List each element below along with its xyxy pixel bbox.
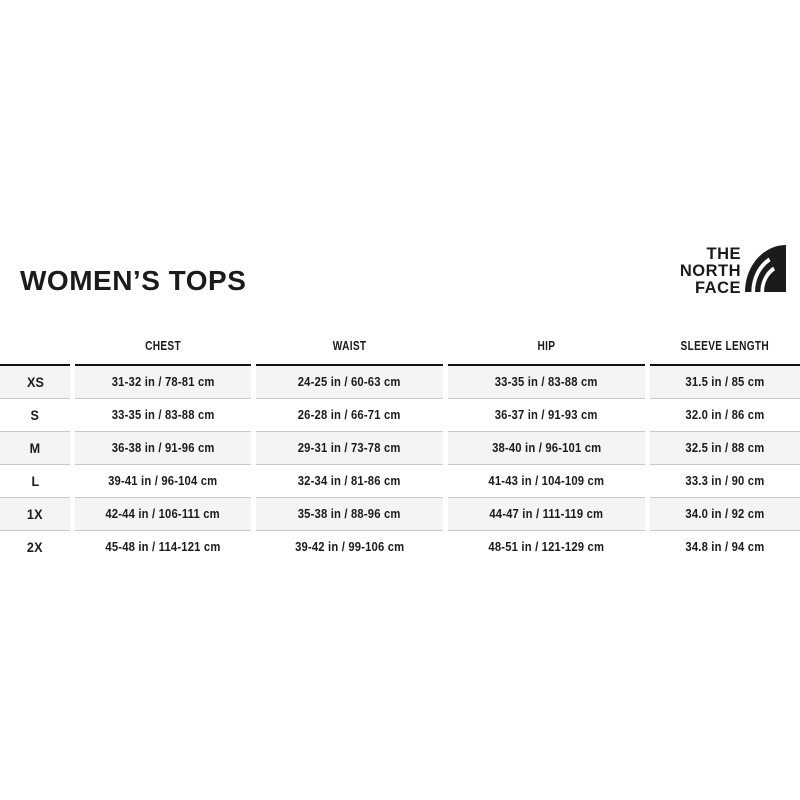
header-row — [0, 338, 800, 366]
hip-value: 41-43 in / 104-109 cm — [488, 474, 605, 488]
chest-value: 39-41 in / 96-104 cm — [108, 474, 218, 488]
chest-value-cell — [75, 399, 251, 432]
sleeve-value: 34.8 in / 94 cm — [685, 540, 765, 554]
chest-value-cell — [75, 366, 251, 399]
page-title: WOMEN’S TOPS — [20, 265, 247, 296]
chest-value: 33-35 in / 83-88 cm — [111, 408, 215, 422]
waist-value: 26-28 in / 66-71 cm — [297, 408, 401, 422]
size-label: 1X — [27, 506, 43, 522]
chest-value: 42-44 in / 106-111 cm — [105, 507, 221, 521]
table-row — [0, 498, 800, 531]
chest-value: 45-48 in / 114-121 cm — [105, 540, 221, 554]
size-label: XS — [26, 374, 44, 390]
hip-value-cell — [448, 465, 645, 498]
size-label-cell — [0, 432, 70, 465]
sleeve-value: 33.3 in / 90 cm — [685, 474, 765, 488]
waist-value-cell — [256, 399, 443, 432]
size-label-cell — [0, 366, 70, 399]
column-header-sleeve-length — [650, 338, 800, 366]
hip-value: 38-40 in / 96-101 cm — [491, 441, 602, 455]
table-row — [0, 399, 800, 432]
hip-value: 33-35 in / 83-88 cm — [495, 375, 598, 389]
table-row — [0, 432, 800, 465]
hip-value-cell — [448, 366, 645, 399]
logo-line-north: NORTH — [679, 262, 741, 280]
column-header-label: WAIST — [332, 338, 367, 353]
chest-value-cell — [75, 498, 251, 531]
sleeve-value-cell — [650, 366, 800, 399]
waist-value: 24-25 in / 60-63 cm — [297, 375, 401, 389]
hip-value-cell — [448, 531, 645, 563]
half-dome-icon — [745, 245, 786, 292]
logo-line-the: THE — [706, 245, 741, 263]
hip-value: 48-51 in / 121-129 cm — [488, 540, 605, 554]
chest-value: 31-32 in / 78-81 cm — [111, 375, 215, 389]
size-label: S — [30, 407, 40, 423]
sleeve-value-cell — [650, 432, 800, 465]
sleeve-value: 32.5 in / 88 cm — [685, 441, 765, 455]
page-header — [0, 0, 800, 297]
column-header-size — [0, 338, 70, 366]
sleeve-value-cell — [650, 399, 800, 432]
table-row — [0, 465, 800, 498]
waist-value: 29-31 in / 73-78 cm — [297, 441, 401, 455]
waist-value: 35-38 in / 88-96 cm — [297, 507, 401, 521]
table-row — [0, 531, 800, 563]
size-chart-body — [0, 366, 800, 563]
size-label-cell — [0, 465, 70, 498]
sleeve-value-cell — [650, 465, 800, 498]
waist-value-cell — [256, 531, 443, 563]
size-label: M — [29, 440, 41, 456]
column-header-label: CHEST — [144, 338, 181, 353]
sleeve-value-cell — [650, 531, 800, 563]
size-label-cell — [0, 498, 70, 531]
waist-value-cell — [256, 465, 443, 498]
logo-line-face: FACE — [694, 279, 741, 297]
hip-value-cell — [448, 399, 645, 432]
hip-value-cell — [448, 498, 645, 531]
waist-value: 39-42 in / 99-106 cm — [294, 540, 404, 554]
logo-wordmark — [680, 246, 741, 297]
waist-value-cell — [256, 432, 443, 465]
size-label: L — [31, 473, 40, 489]
sleeve-value: 34.0 in / 92 cm — [685, 507, 765, 521]
chest-value: 36-38 in / 91-96 cm — [111, 441, 215, 455]
chest-value-cell — [75, 465, 251, 498]
sleeve-value: 32.0 in / 86 cm — [685, 408, 765, 422]
hip-value: 44-47 in / 111-119 cm — [489, 507, 604, 521]
column-header-chest — [75, 338, 251, 366]
waist-value: 32-34 in / 81-86 cm — [297, 474, 401, 488]
waist-value-cell — [256, 366, 443, 399]
chest-value-cell — [75, 432, 251, 465]
column-header-label: HIP — [537, 338, 556, 353]
size-label-cell — [0, 399, 70, 432]
column-header-hip — [448, 338, 645, 366]
sleeve-value-cell — [650, 498, 800, 531]
table-row — [0, 366, 800, 399]
size-label: 2X — [27, 539, 43, 555]
column-header-label: SLEEVE LENGTH — [680, 338, 770, 353]
brand-logo — [680, 245, 786, 297]
hip-value: 36-37 in / 91-93 cm — [495, 408, 598, 422]
chest-value-cell — [75, 531, 251, 563]
waist-value-cell — [256, 498, 443, 531]
size-label-cell — [0, 531, 70, 563]
size-chart-table — [0, 338, 800, 563]
column-header-waist — [256, 338, 443, 366]
hip-value-cell — [448, 432, 645, 465]
sleeve-value: 31.5 in / 85 cm — [685, 375, 765, 389]
